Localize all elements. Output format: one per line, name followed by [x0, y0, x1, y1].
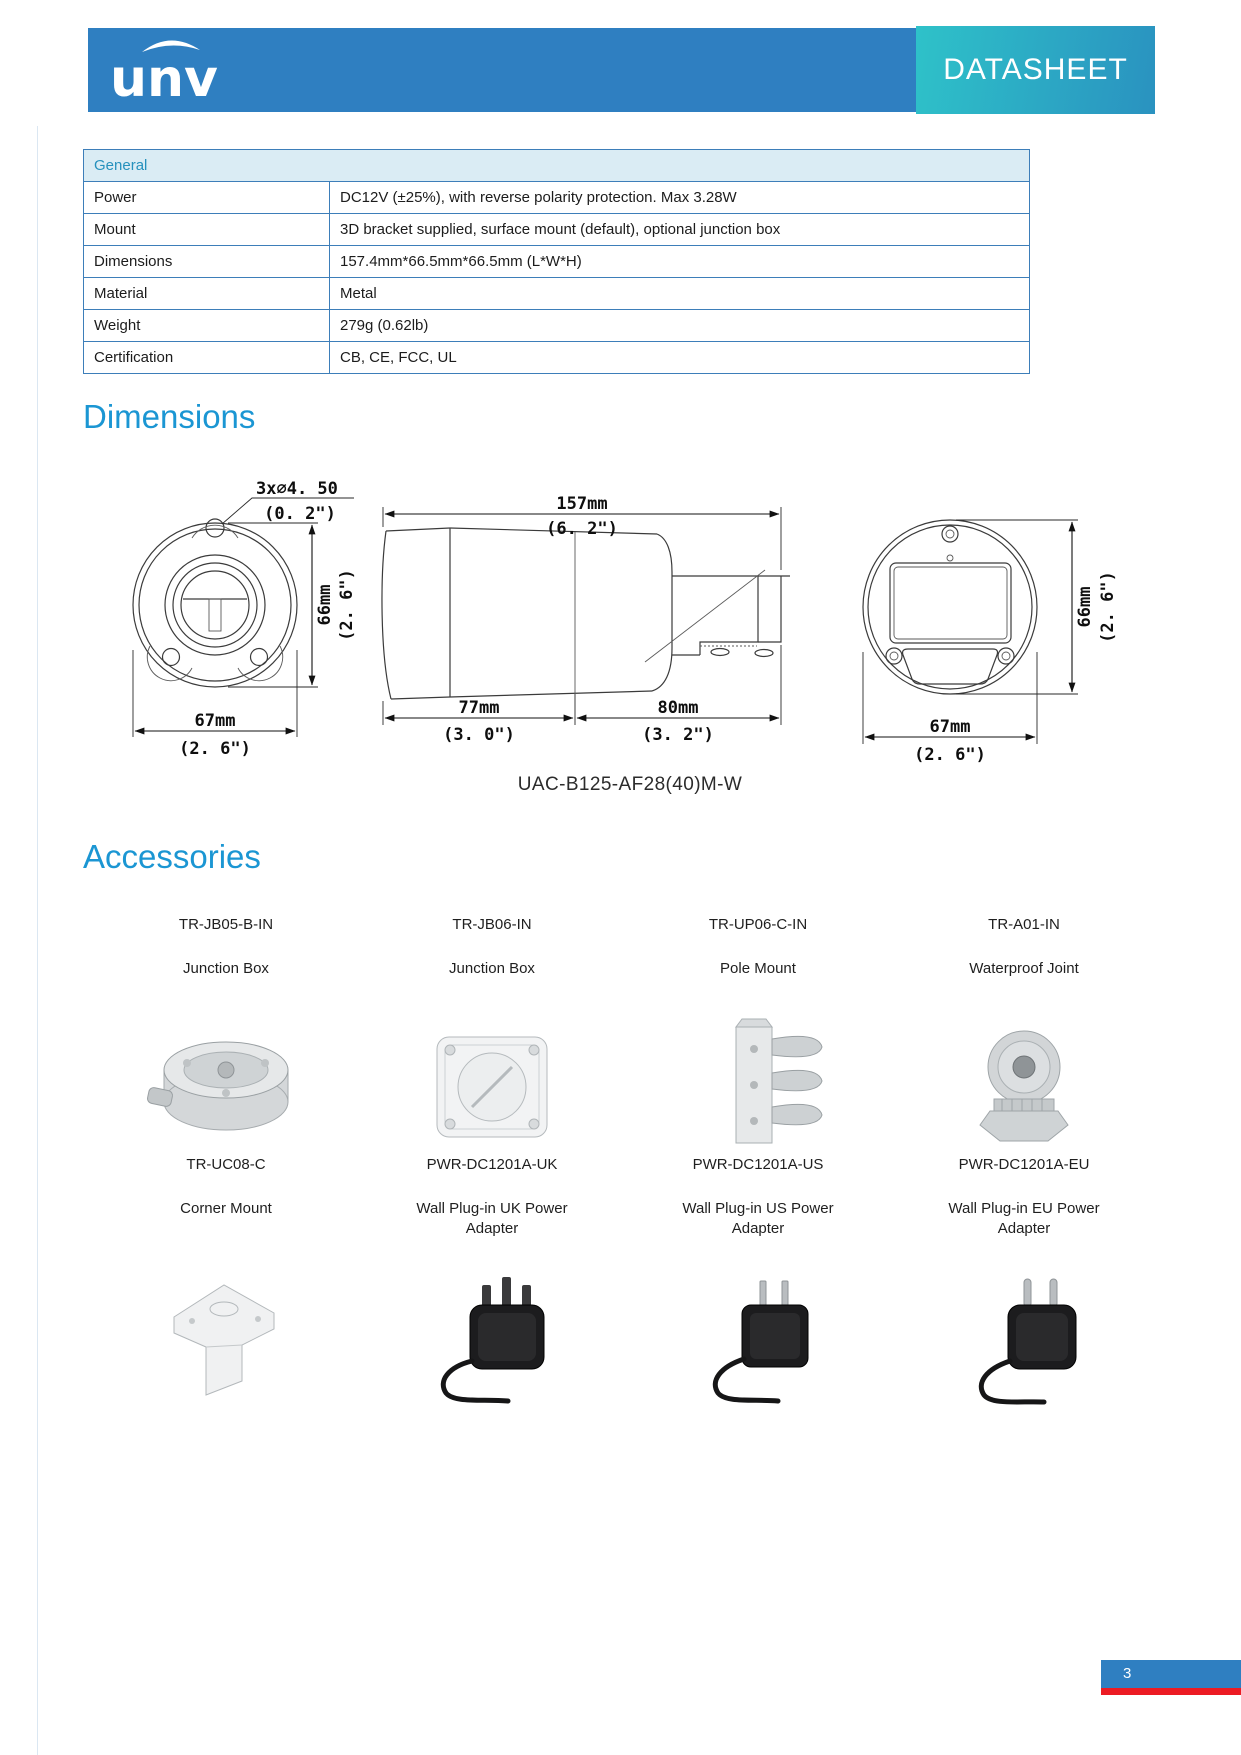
- unv-logo-icon: [104, 34, 254, 106]
- spec-label-cell: Mount: [84, 214, 330, 246]
- accessory-model: PWR-DC1201A-EU: [958, 1156, 1090, 1173]
- front-width-mm: 67mm: [194, 711, 236, 731]
- accessory-name: Pole Mount: [720, 960, 796, 977]
- accessory-name: Corner Mount: [180, 1200, 272, 1217]
- side-rear-in: (3. 2"): [642, 725, 714, 745]
- accessory-model: TR-UC08-C: [186, 1156, 266, 1173]
- spec-label-cell: Power: [84, 182, 330, 214]
- general-spec-table: [83, 149, 1030, 374]
- spec-value-cell: DC12V (±25%), with reverse polarity protection. Max 3.28W: [330, 182, 1030, 214]
- side-body-in: (3. 0"): [443, 725, 515, 745]
- corner-mount-image: [146, 1255, 306, 1405]
- round-junction-box-image: [146, 1015, 306, 1155]
- accessory-name: Junction Box: [449, 960, 535, 977]
- model-caption: UAC-B125-AF28(40)M-W: [517, 774, 743, 795]
- spec-value-cell: 157.4mm*66.5mm*66.5mm (L*W*H): [330, 246, 1030, 278]
- front-height-in: (2. 6"): [337, 569, 357, 641]
- side-length-mm: 157mm: [556, 494, 608, 514]
- accessory-model: TR-A01-IN: [988, 916, 1060, 933]
- accessory-item: [359, 915, 625, 1155]
- table-header-row: [84, 150, 1030, 182]
- rear-view-drawing: [863, 520, 1118, 765]
- accessory-name-line2: Adapter: [731, 1220, 785, 1237]
- spec-value-cell: 279g (0.62lb): [330, 310, 1030, 342]
- table-title: General: [84, 150, 1030, 182]
- accessory-item: [625, 915, 891, 1155]
- table-row: [84, 310, 1030, 342]
- side-rear-mm: 80mm: [657, 698, 699, 718]
- rear-width-mm: 67mm: [929, 717, 971, 737]
- accessory-model: PWR-DC1201A-US: [692, 1156, 824, 1173]
- accessory-item: [891, 915, 1157, 1155]
- accessory-model: TR-JB06-IN: [452, 916, 532, 933]
- accessory-name: Waterproof Joint: [969, 960, 1079, 977]
- page-number-box: [1101, 1660, 1241, 1688]
- accessories-heading: Accessories: [83, 838, 261, 875]
- accessory-item: [359, 1155, 625, 1405]
- table-row: [84, 214, 1030, 246]
- table-row: [84, 278, 1030, 310]
- datasheet-banner-label: DATASHEET: [943, 53, 1128, 86]
- accessory-model: TR-UP06-C-IN: [708, 916, 808, 933]
- front-holes-label-mm: 3x∅4. 50: [256, 479, 338, 499]
- front-holes-label-in: (0. 2"): [264, 504, 336, 524]
- rear-height-in: (2. 6"): [1098, 571, 1118, 643]
- table-row: [84, 342, 1030, 374]
- spec-value-cell: Metal: [330, 278, 1030, 310]
- page-number-red-bar: [1101, 1688, 1241, 1695]
- accessory-name: Junction Box: [183, 960, 269, 977]
- datasheet-banner: [916, 26, 1155, 114]
- front-view-drawing: [133, 479, 357, 759]
- eu-power-adapter-image: [944, 1255, 1104, 1405]
- accessory-item: [625, 1155, 891, 1405]
- square-junction-box-image: [412, 1015, 572, 1155]
- accessory-name-line2: Adapter: [465, 1220, 519, 1237]
- uk-power-adapter-image: [412, 1255, 572, 1405]
- accessory-name: Wall Plug-in UK Power: [416, 1200, 568, 1217]
- side-body-mm: 77mm: [458, 698, 500, 718]
- accessory-name: Wall Plug-in US Power: [682, 1200, 834, 1217]
- accessory-name-line2: Adapter: [997, 1220, 1051, 1237]
- dimensions-heading: Dimensions: [83, 398, 256, 435]
- dimension-drawings: [110, 455, 1120, 785]
- table-row: [84, 246, 1030, 278]
- spec-value-cell: CB, CE, FCC, UL: [330, 342, 1030, 374]
- side-view-drawing: [382, 494, 790, 745]
- header-brand-bar: [88, 28, 916, 112]
- front-width-in: (2. 6"): [179, 739, 251, 759]
- front-height-mm: 66mm: [315, 584, 335, 626]
- side-length-in: (6. 2"): [546, 519, 618, 539]
- logo-text: unv: [110, 49, 218, 106]
- table-row: [84, 182, 1030, 214]
- spec-label-cell: Material: [84, 278, 330, 310]
- spec-label-cell: Weight: [84, 310, 330, 342]
- accessories-grid: [93, 915, 1157, 1405]
- rear-height-mm: 66mm: [1075, 586, 1095, 628]
- us-power-adapter-image: [678, 1255, 838, 1405]
- accessory-model: PWR-DC1201A-UK: [426, 1156, 558, 1173]
- spec-label-cell: Certification: [84, 342, 330, 374]
- pole-mount-image: [678, 1015, 838, 1155]
- rear-width-in: (2. 6"): [914, 745, 986, 765]
- spec-label-cell: Dimensions: [84, 246, 330, 278]
- waterproof-joint-image: [944, 1015, 1104, 1155]
- accessory-item: [93, 915, 359, 1155]
- page-edge-rule: [37, 126, 38, 1755]
- accessory-model: TR-JB05-B-IN: [178, 916, 274, 933]
- spec-value-cell: 3D bracket supplied, surface mount (default), optional junction box: [330, 214, 1030, 246]
- accessory-name: Wall Plug-in EU Power: [948, 1200, 1100, 1217]
- accessory-item: [93, 1155, 359, 1405]
- page-number: 3: [1123, 1665, 1132, 1682]
- accessory-item: [891, 1155, 1157, 1405]
